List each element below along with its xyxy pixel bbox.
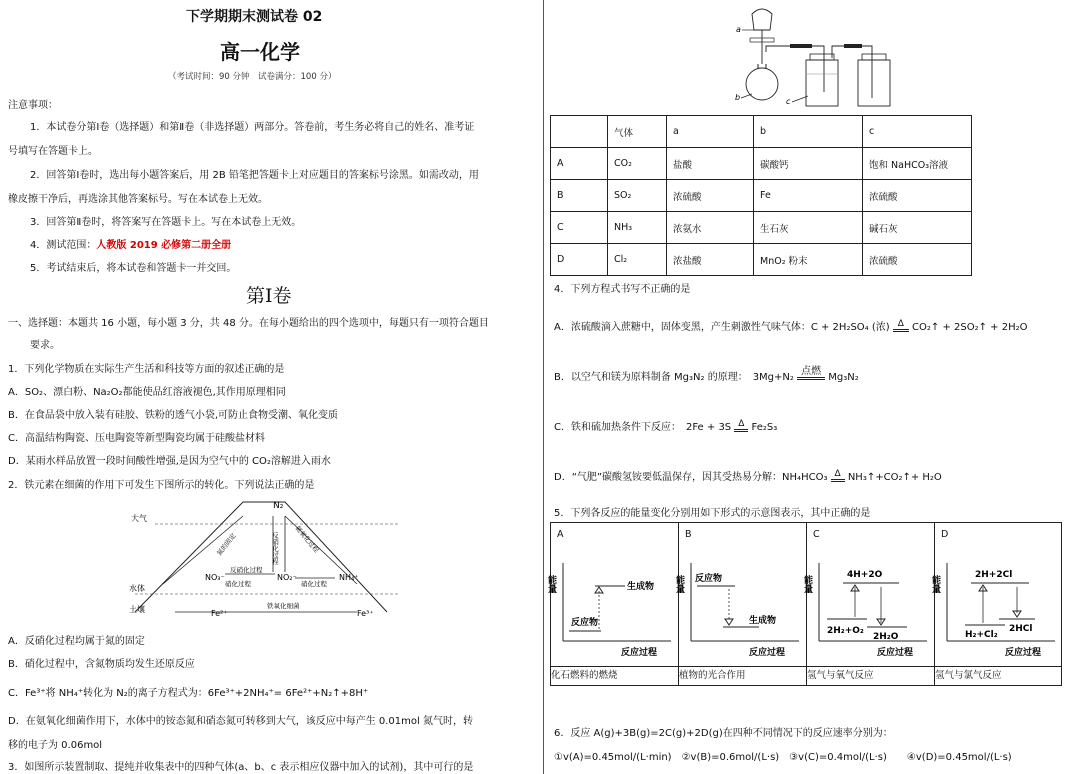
top-label: 4H+2O bbox=[847, 570, 883, 580]
q1-option-c: C．高温结构陶瓷、压电陶瓷等新型陶瓷均属于硅酸盐材料 bbox=[8, 433, 265, 444]
table-cell: c bbox=[863, 116, 972, 148]
q2-option-c: C．Fe³⁺将 NH₄⁺转化为 N₂的离子方程式为：6Fe³⁺+2NH₄⁺= 6Fe²⁺+N₂↑+8H⁺ bbox=[8, 688, 369, 699]
table-cell bbox=[551, 116, 608, 148]
table-cell: Fe bbox=[754, 180, 863, 212]
y-axis-label: 能量 bbox=[674, 575, 684, 593]
q4-a-left: A．浓硫酸滴入蔗糖中，固体变黑，产生刺激性气味气体：C + 2H₂SO₄ (浓) bbox=[554, 322, 890, 333]
q4-c-right: Fe₂S₃ bbox=[751, 422, 778, 433]
label-ammoxidation: 氨氧化过程 bbox=[293, 524, 321, 555]
q4-d-condition: Δ bbox=[834, 469, 841, 479]
q3-options-table bbox=[550, 115, 972, 276]
table-row bbox=[551, 148, 972, 180]
table-cell: b bbox=[754, 116, 863, 148]
table-cell: 饱和 NaHCO₃溶液 bbox=[863, 148, 972, 180]
label-denitrification-2: 反硝化过程 bbox=[230, 566, 263, 574]
note-3: 3．回答第Ⅱ卷时，将答案写在答题卡上。写在本试卷上无效。 bbox=[30, 217, 302, 228]
exam-info: （考试时间：90 分钟 试卷满分：100 分） bbox=[168, 72, 337, 82]
top-label: 生成物 bbox=[627, 582, 655, 592]
table-cell: 碳酸钙 bbox=[754, 148, 863, 180]
mid-label: 2H₂+O₂ bbox=[827, 626, 864, 636]
note-2: 2．回答第Ⅰ卷时，选出每小题答案后，用 2B 铅笔把答题卡上对应题目的答案标号涂黑。如需改动，用 bbox=[30, 170, 479, 181]
x-axis-label: 反应过程 bbox=[749, 648, 786, 658]
q5-energy-table bbox=[546, 522, 1062, 686]
apparatus-label-c: c bbox=[786, 97, 791, 106]
x-axis-label: 反应过程 bbox=[877, 648, 914, 658]
q4-b-arrow bbox=[797, 366, 825, 380]
table-cell: 浓氨水 bbox=[667, 212, 754, 244]
apparatus-label-b: b bbox=[735, 93, 741, 102]
note-2b: 橡皮擦干净后，再选涂其他答案标号。写在本试卷上无效。 bbox=[8, 194, 268, 205]
energy-cell-a bbox=[546, 523, 679, 667]
q4-option-b bbox=[554, 368, 859, 386]
table-cell: Cl₂ bbox=[608, 244, 667, 276]
y-axis-label: 能量 bbox=[546, 575, 556, 593]
section-intro-b: 要求。 bbox=[30, 340, 60, 351]
section-title: 第Ⅰ卷 bbox=[246, 285, 292, 307]
caption-d: 氢气与氯气反应 bbox=[935, 667, 1062, 686]
table-cell: a bbox=[667, 116, 754, 148]
table-cell: 浓硫酸 bbox=[667, 180, 754, 212]
q4-c-condition: Δ bbox=[738, 419, 745, 429]
label-n2: N₂ bbox=[273, 501, 284, 511]
q2-option-b: B．硝化过程中，含氮物质均发生还原反应 bbox=[8, 659, 195, 670]
label-nitrification: 硝化过程 bbox=[225, 580, 251, 588]
subject-title: 高一化学 bbox=[220, 40, 300, 64]
q4-c-left: C．铁和硫加热条件下反应： 2Fe + 3S bbox=[554, 422, 732, 433]
apparatus-label-a: a bbox=[736, 25, 741, 34]
q4-option-a bbox=[554, 318, 1028, 336]
label-air: 大气 bbox=[131, 514, 147, 523]
q4-d-right: NH₃↑+CO₂↑+ H₂O bbox=[847, 472, 942, 483]
y-axis-label: 能量 bbox=[930, 575, 940, 593]
q3-stem: 3．如图所示装置制取、提纯并收集表中的四种气体(a、b、c 表示相应仪器中加入的试剂)，其中可行的是 bbox=[8, 762, 474, 773]
table-row bbox=[551, 523, 1062, 667]
table-cell: 盐酸 bbox=[667, 148, 754, 180]
note-1b: 号填写在答题卡上。 bbox=[8, 146, 98, 157]
q6-rates: ①v(A)=0.45mol/(L·min) ②v(B)=0.6mol/(L·s) ③v(C)=0.4mol/(L·s) ④v(D)=0.45mol/(L·s) bbox=[554, 752, 1012, 763]
table-row bbox=[551, 667, 1062, 686]
q5-stem: 5．下列各反应的能量变化分别用如下形式的示意图表示，其中正确的是 bbox=[554, 508, 871, 519]
cell-label: B bbox=[685, 529, 692, 540]
table-cell: 生石灰 bbox=[754, 212, 863, 244]
q4-b-left: B．以空气和镁为原料制备 Mg₃N₂ 的原理： 3Mg+N₂ bbox=[554, 372, 794, 383]
label-no3: NO₃⁻ bbox=[205, 573, 225, 582]
table-cell: 浓硫酸 bbox=[863, 180, 972, 212]
label-no2: NO₂⁻ bbox=[277, 573, 297, 582]
label-fixation: 氮的固定 bbox=[215, 531, 238, 558]
nitrogen-cycle-diagram bbox=[125, 494, 405, 624]
top-label: 2H+2Cl bbox=[975, 570, 1013, 580]
q4-b-right: Mg₃N₂ bbox=[828, 372, 859, 383]
table-cell: 气体 bbox=[608, 116, 667, 148]
q4-c-arrow bbox=[734, 420, 748, 432]
bottom-label: 反应物 bbox=[571, 618, 599, 628]
energy-cell-c bbox=[802, 523, 935, 667]
caption-b: 植物的光合作用 bbox=[679, 667, 807, 686]
label-nitrification-2: 硝化过程 bbox=[301, 580, 327, 588]
q1-option-b: B．在食品袋中放入装有硅胶、铁粉的透气小袋,可防止食物受潮、氧化变质 bbox=[8, 410, 339, 421]
x-axis-label: 反应过程 bbox=[1005, 648, 1042, 658]
table-header-row bbox=[551, 116, 972, 148]
energy-diagram-a bbox=[546, 551, 677, 663]
bottom-label: H₂+Cl₂ bbox=[965, 630, 998, 640]
energy-diagram-c bbox=[802, 551, 933, 663]
q2-option-d-cont: 移的电子为 0.06mol bbox=[8, 740, 103, 751]
column-divider bbox=[543, 0, 544, 774]
table-cell: A bbox=[551, 148, 608, 180]
energy-cell-d bbox=[930, 523, 1062, 667]
table-cell: MnO₂ 粉末 bbox=[754, 244, 863, 276]
q1-option-d: D．某雨水样品放置一段时间酸性增强,是因为空气中的 CO₂溶解进入雨水 bbox=[8, 456, 331, 467]
table-cell: SO₂ bbox=[608, 180, 667, 212]
table-cell: 碱石灰 bbox=[863, 212, 972, 244]
q4-a-condition: Δ bbox=[897, 319, 904, 329]
q4-stem: 4．下列方程式书写不正确的是 bbox=[554, 284, 691, 295]
q4-d-left: D．“气肥”碳酸氢铵要低温保存，因其受热易分解：NH₄HCO₃ bbox=[554, 472, 828, 483]
q4-option-c bbox=[554, 418, 777, 436]
energy-cell-b bbox=[674, 523, 807, 667]
x-axis-label: 反应过程 bbox=[621, 648, 658, 658]
cell-label: D bbox=[941, 529, 949, 540]
q1-option-a: A．SO₂、漂白粉、Na₂O₂都能使品红溶液褪色,其作用原理相同 bbox=[8, 387, 286, 398]
label-soil: 土壤 bbox=[129, 605, 145, 614]
table-row bbox=[551, 244, 972, 276]
note-5: 5．考试结束后，将本试卷和答题卡一并交回。 bbox=[30, 263, 237, 274]
label-water: 水体 bbox=[129, 584, 145, 593]
label-fe2: Fe²⁺ bbox=[211, 609, 228, 618]
energy-diagram-d bbox=[930, 551, 1061, 663]
table-cell: 浓硫酸 bbox=[863, 244, 972, 276]
bottom-label: 生成物 bbox=[749, 616, 777, 626]
mid-label: 2HCl bbox=[1009, 624, 1033, 634]
table-cell: CO₂ bbox=[608, 148, 667, 180]
notes-heading: 注意事项： bbox=[8, 100, 58, 111]
cell-label: A bbox=[557, 529, 564, 540]
q2-option-a: A．反硝化过程均属于氮的固定 bbox=[8, 636, 145, 647]
caption-c: 氢气与氧气反应 bbox=[807, 667, 935, 686]
table-cell: B bbox=[551, 180, 608, 212]
note-4-prefix: 4．测试范围： bbox=[30, 240, 97, 251]
bottom-label: 2H₂O bbox=[873, 632, 899, 642]
label-iron-bacteria: 铁氧化细菌 bbox=[267, 602, 300, 610]
exam-title: 下学期期末测试卷 02 bbox=[186, 9, 323, 25]
label-denitrification: 反硝化过程 bbox=[271, 532, 279, 565]
note-4 bbox=[30, 236, 231, 251]
right-column bbox=[546, 0, 1069, 774]
q4-option-d bbox=[554, 468, 942, 486]
section-intro: 一、选择题：本题共 16 小题，每小题 3 分，共 48 分。在每小题给出的四个选项中，每题只有一项符合题目 bbox=[8, 318, 489, 329]
q4-d-arrow bbox=[831, 470, 845, 482]
note-4-range: 人教版 2019 必修第二册全册 bbox=[96, 240, 232, 251]
table-row bbox=[551, 180, 972, 212]
table-cell: D bbox=[551, 244, 608, 276]
table-cell: NH₃ bbox=[608, 212, 667, 244]
q2-stem: 2．铁元素在细菌的作用下可发生下图所示的转化。下列说法正确的是 bbox=[8, 480, 315, 491]
label-nh4: NH₄⁺ bbox=[339, 573, 359, 582]
y-axis-label: 能量 bbox=[802, 575, 812, 593]
cell-label: C bbox=[813, 529, 820, 540]
q4-a-right: CO₂↑ + 2SO₂↑ + 2H₂O bbox=[912, 322, 1028, 333]
q6-stem: 6．反应 A(g)+3B(g)=2C(g)+2D(g)在四种不同情况下的反应速率分别为： bbox=[554, 728, 893, 739]
label-fe3: Fe³⁺ bbox=[357, 609, 374, 618]
note-1: 1．本试卷分第Ⅰ卷（选择题）和第Ⅱ卷（非选择题）两部分。答卷前，考生务必将自己的姓名、准考证 bbox=[30, 122, 475, 133]
gas-apparatus-diagram bbox=[732, 2, 902, 110]
table-cell: C bbox=[551, 212, 608, 244]
q1-stem: 1．下列化学物质在实际生产生活和科技等方面的叙述正确的是 bbox=[8, 364, 285, 375]
caption-a: 化石燃料的燃烧 bbox=[551, 667, 679, 686]
q2-option-d: D．在氨氧化细菌作用下，水体中的铵态氮和硝态氮可转移到大气，该反应中每产生 0.01mol 氮气时，转 bbox=[8, 716, 473, 727]
q4-a-arrow bbox=[893, 320, 909, 332]
q4-b-condition: 点燃 bbox=[801, 366, 822, 377]
table-row bbox=[551, 212, 972, 244]
energy-diagram-b bbox=[674, 551, 805, 663]
table-cell: 浓盐酸 bbox=[667, 244, 754, 276]
top-label: 反应物 bbox=[695, 574, 723, 584]
